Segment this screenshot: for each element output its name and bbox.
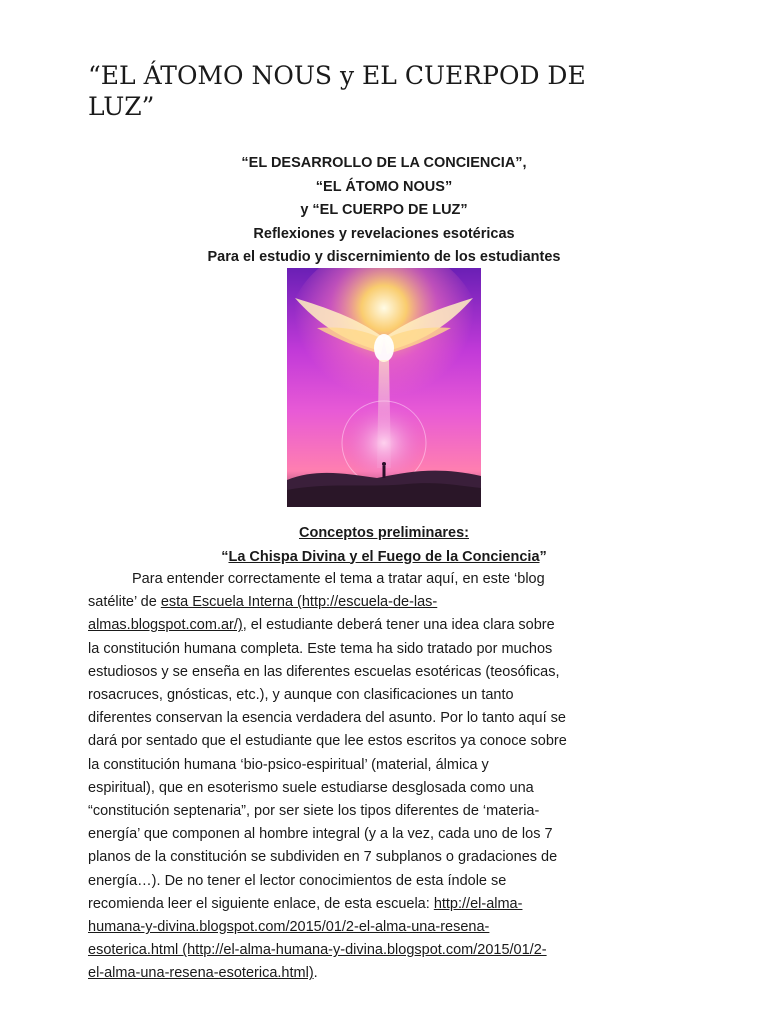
paragraph-line: la constitución humana ‘bio-psico-espiritual’ (material, álmica y (88, 756, 489, 773)
text-segment: satélite’ de (88, 594, 161, 611)
paragraph-line (88, 939, 588, 962)
escuela-interna-link[interactable]: esta Escuela Interna (http://escuela-de-las- (160, 594, 438, 611)
title-line-2: LUZ” (88, 92, 155, 121)
el-alma-link-cont[interactable]: el-alma-una-resena-esoterica.html) (88, 965, 314, 982)
paragraph-line: la constitución humana completa. Este tema ha sido tratado por muchos (88, 640, 553, 657)
document-title (88, 60, 608, 122)
paragraph-line (88, 962, 588, 985)
paragraph-line: Para entender correctamente el tema a tratar aquí, en este ‘blog (132, 571, 545, 587)
subtitle-line: Reflexiones y revelaciones esotéricas (253, 225, 515, 242)
section-title: Conceptos preliminares: (298, 525, 469, 541)
paragraph-line: energía…). De no tener el lector conocimientos de esta índole se (88, 872, 507, 889)
text-segment: recomienda leer el siguiente enlace, de esta escuela: (88, 895, 434, 912)
body-paragraph (88, 568, 588, 986)
paragraph-line: espiritual), que en esoterismo suele estudiarse desglosada como una (88, 779, 534, 796)
spiritual-illustration (287, 268, 481, 507)
subtitle-line: “EL ÁTOMO NOUS” (315, 178, 453, 195)
section-heading (88, 522, 680, 569)
subtitle-line: y “EL CUERPO DE LUZ” (300, 202, 468, 218)
text-segment: . (313, 965, 318, 982)
el-alma-link[interactable]: http://el-alma- (433, 895, 523, 912)
section-subtitle-text: La Chispa Divina y el Fuego de la Conciencia (228, 548, 540, 565)
text-segment: , el estudiante deberá tener una idea clara sobre (242, 617, 555, 634)
subtitle-line: “EL DESARROLLO DE LA CONCIENCIA”, (241, 155, 527, 171)
paragraph-line: planos de la constitución se subdividen en 7 subplanos o gradaciones de (88, 849, 558, 866)
subtitle-line: Para el estudio y discernimiento de los estudiantes (207, 249, 561, 265)
paragraph-line: energía’ que componen al hombre integral (y a la vez, cada uno de los 7 (88, 826, 553, 843)
escuela-interna-link-cont[interactable]: almas.blogspot.com.ar/) (88, 617, 243, 634)
quote-close: ” (539, 548, 547, 565)
paragraph-line: “constitución septenaria”, por ser siete los tipos diferentes de ‘materia- (88, 803, 540, 820)
paragraph-line (88, 916, 588, 939)
subtitle-block (88, 152, 680, 270)
el-alma-link-cont[interactable]: esoterica.html (http://el-alma-humana-y-divina.blogspot.com/2015/01/2- (88, 942, 547, 959)
paragraph-line: estudiosos y se enseña en las diferentes escuelas esotéricas (teosóficas, (88, 663, 560, 680)
paragraph-line (88, 893, 588, 916)
title-line-1: “EL ÁTOMO NOUS y EL CUERPOD DE (88, 61, 586, 90)
paragraph-line (88, 591, 588, 614)
el-alma-link-cont[interactable]: humana-y-divina.blogspot.com/2015/01/2-el-alma-una-resena- (88, 919, 490, 936)
paragraph-line: rosacruces, gnósticas, etc.), y aunque con clasificaciones un tanto (88, 687, 514, 704)
paragraph-line: diferentes conservan la esencia verdadera del asunto. Por lo tanto aquí se (88, 710, 566, 727)
quote-open: “ (221, 548, 229, 565)
section-subtitle (88, 546, 680, 570)
paragraph-line: dará por sentado que el estudiante que lee estos escritos ya conoce sobre (88, 733, 567, 750)
paragraph-line (88, 614, 588, 637)
